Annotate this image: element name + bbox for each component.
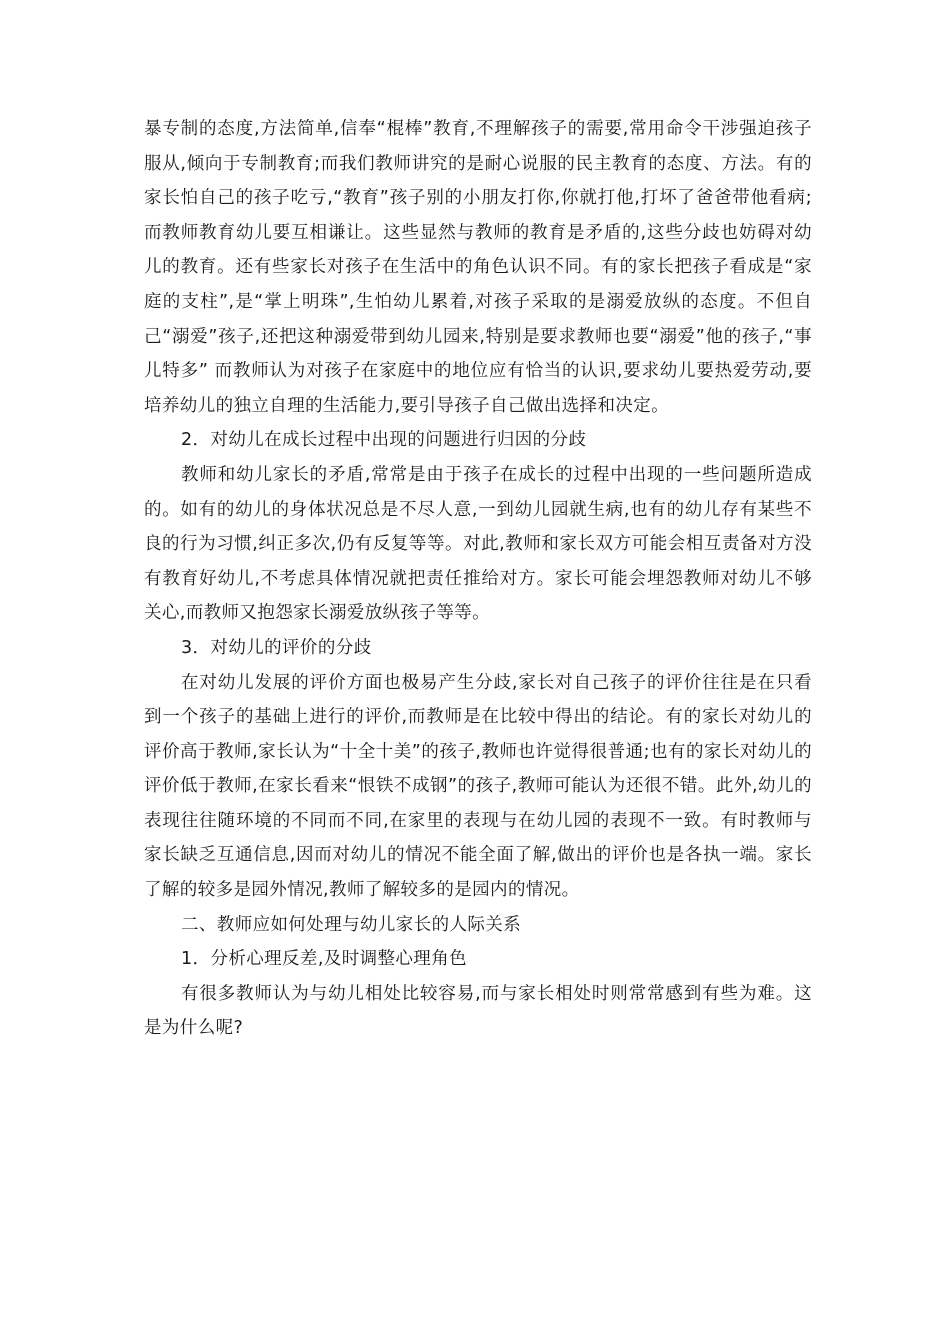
paragraph-continued: 暴专制的态度,方法简单,信奉“棍棒”教育,不理解孩子的需要,常用命令干涉强迫孩子服从,倾向于专制教育;而我们教师讲究的是耐心说服的民主教育的态度、方法。有的家长怕自己的孩子吃亏,“教育”孩子别的小朋友打你,你就打他,打坏了爸爸带他看病;而教师教育幼儿要互相谦让。这些显然与教师的教育是矛盾的,这些分歧也妨碍对幼儿的教育。还有些家长对孩子在生活中的角色认识不同。有的家长把孩子看成是“家庭的支柱”,是“掌上明珠”,生怕幼儿累着,对孩子采取的是溺爱放纵的态度。不但自己“溺爱”孩子,还把这种溺爱带到幼儿园来,特别是要求教师也要“溺爱”他的孩子,“事儿特多” 而教师认为对孩子在家庭中的地位应有恰当的认识,要求幼儿要热爱劳动,要培养幼儿的独立自理的生活能力,要引导孩子自己做出选择和决定。 xyxy=(144,119,812,416)
section-heading-3: 3．对幼儿的评价的分歧 xyxy=(181,637,372,658)
document-body xyxy=(144,112,812,1046)
chapter-heading: 二、教师应如何处理与幼儿家长的人际关系 xyxy=(181,914,522,935)
section-heading-2: 2．对幼儿在成长过程中出现的问题进行归因的分歧 xyxy=(181,430,587,451)
paragraph: 教师和幼儿家长的矛盾,常常是由于孩子在成长的过程中出现的一些问题所造成的。如有的幼儿的身体状况总是不尽人意,一到幼儿园就生病,也有的幼儿存有某些不良的行为习惯,纠正多次,仍有反复等等。对此,教师和家长双方可能会相互责备对方没有教育好幼儿,不考虑具体情况就把责任推给对方。家长可能会埋怨教师对幼儿不够关心,而教师又抱怨家长溺爱放纵孩子等等。 xyxy=(144,464,812,624)
section-heading-1: 1．分析心理反差,及时调整心理角色 xyxy=(181,949,467,970)
paragraph: 有很多教师认为与幼儿相处比较容易,而与家长相处时则常常感到有些为难。这是为什么呢? xyxy=(144,983,812,1039)
paragraph: 在对幼儿发展的评价方面也极易产生分歧,家长对自己孩子的评价往往是在只看到一个孩子的基础上进行的评价,而教师是在比较中得出的结论。有的家长对幼儿的评价高于教师,家长认为“十全十美”的孩子,教师也许觉得很普通;也有的家长对幼儿的评价低于教师,在家长看来“恨铁不成钢”的孩子,教师可能认为还很不错。此外,幼儿的表现往往随环境的不同而不同,在家里的表现与在幼儿园的表现不一致。有时教师与家长缺乏互通信息,因而对幼儿的情况不能全面了解,做出的评价也是各执一端。家长了解的较多是园外情况,教师了解较多的是园内的情况。 xyxy=(144,672,812,901)
